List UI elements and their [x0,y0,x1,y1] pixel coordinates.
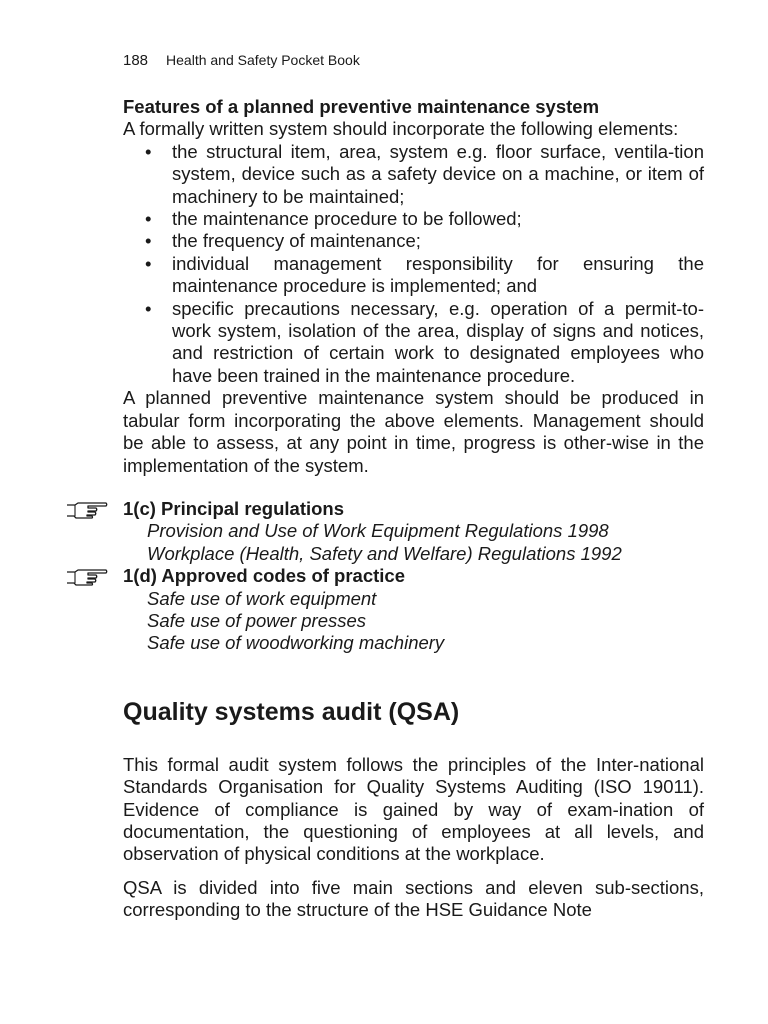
list-item: • individual management responsibility for ensuring the maintenance procedure is implemented; and [172,253,704,298]
reference-item: Safe use of power presses [147,609,367,631]
list-item: • specific precautions necessary, e.g. operation of a permit-to-work system, isolation of the area, display of signs and notices, and restriction of certain work to designated employees who have been trained in the maintenance procedure. [172,298,704,388]
section-paragraph: This formal audit system follows the principles of the Inter-national Standards Organisation for Quality Systems Auditing (ISO 19011). Evidence of compliance is gained by way of exam-ination of documentation, the questioning of employees at all levels, and observation of physical conditions at the workplace. [123,753,704,865]
list-item: • the structural item, area, system e.g. floor surface, ventila-tion system, device such as a safety device on a machine, or item of machinery to be maintained; [172,141,704,208]
reference-item: Workplace (Health, Safety and Welfare) Regulations 1992 [147,542,622,564]
section-paragraph: QSA is divided into five main sections and eleven sub-sections, corresponding to the structure of the HSE Guidance Note [123,876,704,921]
elements-list [123,141,704,387]
reference-heading: 1(d) Approved codes of practice [123,565,406,587]
reference-item: Safe use of work equipment [147,587,377,609]
list-item: • the maintenance procedure to be followed; [172,208,704,230]
reference-list [123,520,704,565]
reference-list [123,588,704,655]
page-body [123,96,704,922]
subsection-title: Features of a planned preventive maintenance system [123,96,600,117]
pointing-hand-icon [66,501,108,519]
list-item: • the frequency of maintenance; [172,230,704,252]
reference-principal-regulations [123,498,704,565]
reference-approved-codes [123,565,704,655]
pointing-hand-icon [66,568,108,586]
section-title: Quality systems audit (QSA) [123,697,460,726]
closing-paragraph: A planned preventive maintenance system should be produced in tabular form incorporating the above elements. Management should be able to assess, at any point in time, progress is other-wise in the implementation of the system. [123,387,704,476]
page-number: 188 [123,52,149,69]
reference-heading: 1(c) Principal regulations [123,497,345,519]
running-head [123,52,360,69]
book-title: Health and Safety Pocket Book [166,52,360,68]
reference-item: Provision and Use of Work Equipment Regulations 1998 [147,520,609,542]
reference-item: Safe use of woodworking machinery [147,632,445,654]
intro-paragraph: A formally written system should incorporate the following elements: [123,118,679,140]
